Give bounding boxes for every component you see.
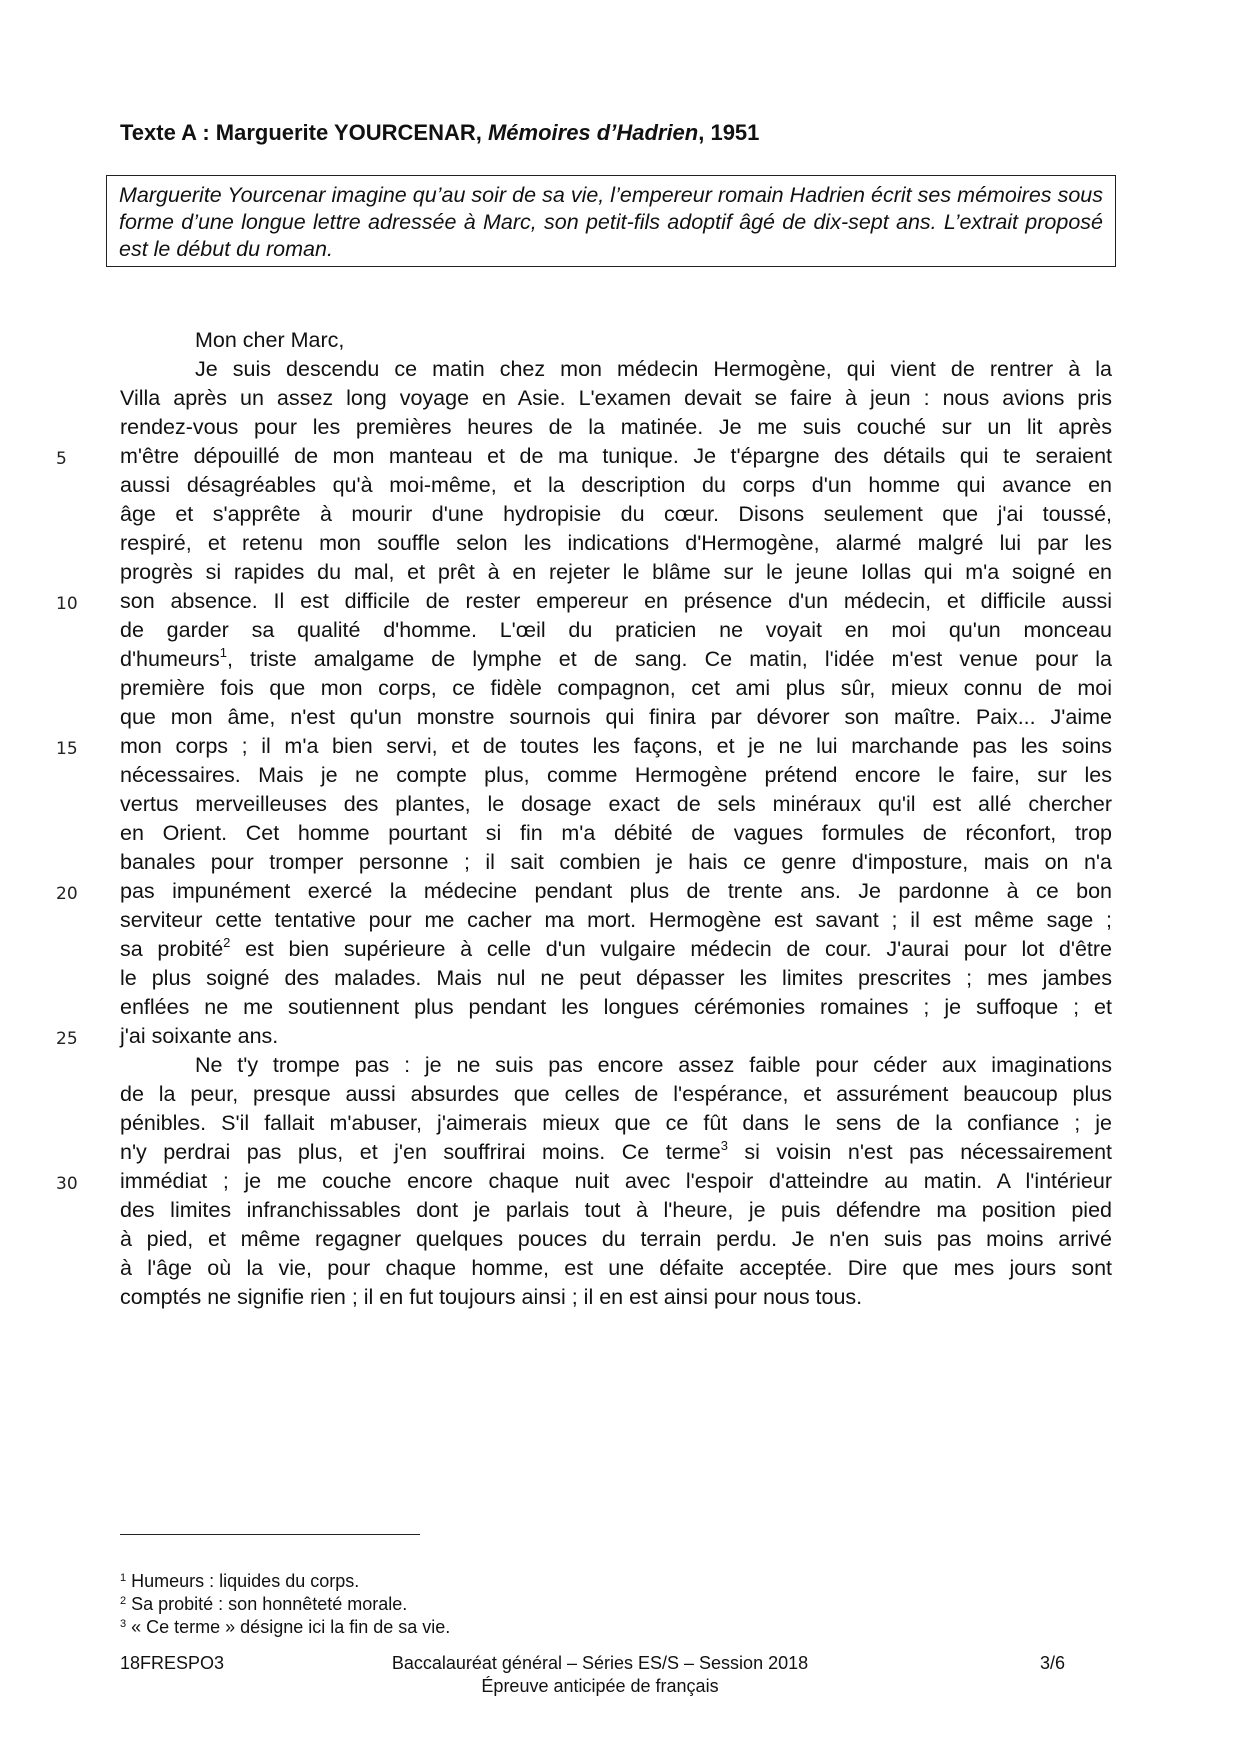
text-line: à pied, et même regagner quelques pouces du terrain perdu. Je n'en suis pas moins arrivé [120, 1227, 1112, 1251]
text-line: vertus merveilleuses des plantes, le dosage exact de sels minéraux qu'il est allé chercher [120, 792, 1112, 816]
text-line: respiré, et retenu mon souffle selon les indications d'Hermogène, alarmé malgré lui par les [120, 531, 1112, 555]
footnote-2: $^2$ Sa probité : son honnêteté morale. [120, 1594, 408, 1614]
text-line: pas impunément exercé la médecine pendant plus de trente ans. Je pardonne à ce bon [120, 879, 1112, 903]
text-line: son absence. Il est difficile de rester empereur en présence d'un médecin, et difficile aussi [120, 589, 1112, 613]
text-line: serviteur cette tentative pour me cacher ma mort. Hermogène est savant ; il est même sage ; [120, 908, 1112, 932]
exam-title: Baccalauréat général – Séries ES/S – Session 2018 Épreuve anticipée de français [391, 1653, 809, 1696]
text-line: de garder sa qualité d'homme. L'œil du praticien ne voyait en moi qu'un monceau [120, 618, 1112, 642]
text-line: j'ai soixante ans. [120, 1024, 279, 1048]
line-number: 10 [56, 594, 78, 614]
text-line: de la peur, presque aussi absurdes que celles de l'espérance, et assurément beaucoup plus [120, 1082, 1112, 1106]
text-line: n'y perdrai pas plus, et j'en souffrirai moins. Ce terme$^3$ si voisin n'est pas nécessairement [120, 1138, 1112, 1164]
line-number: 30 [56, 1174, 78, 1194]
salutation: Mon cher Marc, [195, 328, 345, 352]
text-line: aussi désagréables qu'à moi-même, et la description du corps d'un homme qui avance en [120, 473, 1112, 497]
text-line: Ne t'y trompe pas : je ne suis pas encore assez faible pour céder aux imaginations [195, 1053, 1112, 1077]
text-line: progrès si rapides du mal, et prêt à en rejeter le blâme sur le jeune Iollas qui m'a soigné en [120, 560, 1112, 584]
text-line: Je suis descendu ce matin chez mon médecin Hermogène, qui vient de rentrer à la [195, 357, 1112, 381]
work-title: Mémoires d’Hadrien [487, 120, 699, 145]
footnote-ref-3: 3 [720, 1138, 728, 1153]
text-line: âge et s'apprête à mourir d'une hydropisie du cœur. Disons seulement que j'ai toussé, [120, 502, 1112, 526]
exam-code: 18FRESPO3 [120, 1653, 225, 1673]
text-line: première fois que mon corps, ce fidèle compagnon, cet ami plus sûr, mieux connu de moi [120, 676, 1112, 700]
text-line: des limites infranchissables dont je parlais tout à l'heure, je puis défendre ma position pied [120, 1198, 1112, 1222]
intro-box: Marguerite Yourcenar imagine qu’au soir de sa vie, l’empereur romain Hadrien écrit ses mémoires sous forme d’une longue lettre adressée à Marc, son petit-fils adoptif âgé de dix-sept ans. L’extrait proposé est le début du roman. [106, 175, 1116, 267]
line-number: 20 [56, 884, 78, 904]
text-line: que mon âme, n'est qu'un monstre sournois qui finira par dévorer son maître. Paix... J'aime [120, 705, 1112, 729]
text-line: pénibles. S'il fallait m'abuser, j'aimerais mieux que ce fût dans le sens de la confiance ; je [120, 1111, 1112, 1135]
footnote-ref-2: 2 [223, 935, 231, 950]
text-line: à l'âge où la vie, pour chaque homme, est une défaite acceptée. Dire que mes jours sont [120, 1256, 1112, 1280]
text-line: mon corps ; il m'a bien servi, et de toutes les façons, et je ne lui marchande pas les soins [120, 734, 1112, 758]
footnotes [120, 1570, 450, 1639]
text-line: d'humeurs$^1$, triste amalgame de lymphe et de sang. Ce matin, l'idée m'est venue pour la [120, 645, 1112, 671]
text-heading: Texte A : Marguerite YOURCENAR, Mémoires d’Hadrien, 1951 [120, 120, 760, 145]
page-number: 3/6 [1040, 1653, 1066, 1673]
text-line: Villa après un assez long voyage en Asie. L'examen devait se faire à jeun : nous avions pris [120, 386, 1112, 410]
text-line: en Orient. Cet homme pourtant si fin m'a débité de vagues formules de réconfort, trop [120, 821, 1112, 845]
text-line: rendez-vous pour les premières heures de la matinée. Je me suis couché sur un lit après [120, 415, 1112, 439]
excerpt-text [120, 326, 1112, 1312]
text-line: m'être dépouillé de mon manteau et de ma tunique. Je t'épargne des détails qui te seraient [120, 444, 1112, 468]
text-line: sa probité$^2$ est bien supérieure à celle d'un vulgaire médecin de cour. J'aurai pour lot d'être [120, 935, 1112, 961]
footnote-3: $^3$ « Ce terme » désigne ici la fin de sa vie. [120, 1617, 451, 1637]
text-line: nécessaires. Mais je ne compte plus, comme Hermogène prétend encore le faire, sur les [120, 763, 1112, 787]
text-line: le plus soigné des malades. Mais nul ne peut dépasser les limites prescrites ; mes jambes [120, 966, 1112, 990]
text-line: banales pour tromper personne ; il sait combien je hais ce genre d'imposture, mais on n'a [120, 850, 1112, 874]
text-line: comptés ne signifie rien ; il en fut toujours ainsi ; il en est ainsi pour nous tous. [120, 1285, 863, 1309]
line-number: 15 [56, 739, 78, 759]
footnote-ref-1: 1 [219, 645, 227, 660]
text-line: immédiat ; je me couche encore chaque nuit avec l'espoir d'atteindre au matin. A l'intérieur [120, 1169, 1112, 1193]
line-number: 25 [56, 1029, 78, 1049]
text-line: enflées ne me soutiennent plus pendant les longues cérémonies romaines ; je suffoque ; et [120, 995, 1112, 1019]
line-number: 5 [56, 449, 67, 469]
footnote-1: $^1$ Humeurs : liquides du corps. [120, 1571, 360, 1591]
footnote-separator [120, 1534, 420, 1535]
